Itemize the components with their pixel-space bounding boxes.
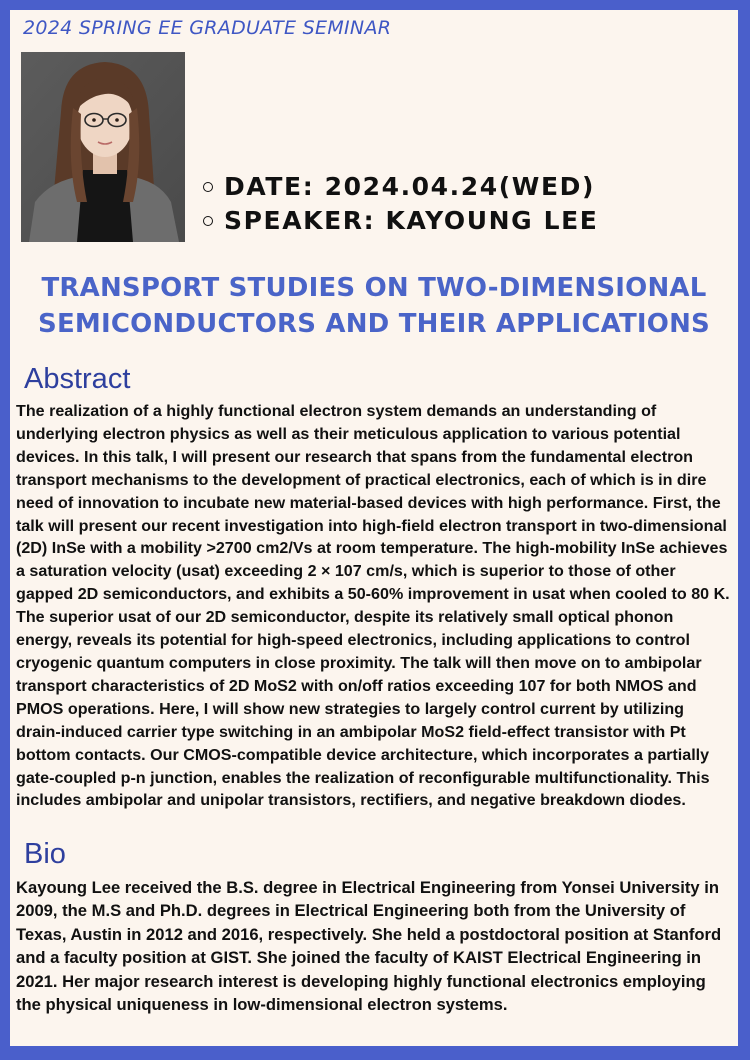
speaker-item <box>202 204 598 238</box>
seminar-poster <box>10 10 738 1046</box>
bio-text: Kayoung Lee received the B.S. degree in Electrical Engineering from Yonsei University in 2009, the M.S and Ph.D. degrees in Electrical Engineering both from the University of Texas, Austin in 2012 and 2016, respectively. She held a postdoctoral position at Stanford and a faculty position at GIST. She joined the faculty of KAIST Electrical Engineering in 2021. Her major research interest is developing highly functional electronics employing the physical uniqueness in low-dimensional electron systems. <box>16 878 722 1015</box>
speaker-text: SPEAKER: KAYOUNG LEE <box>224 206 599 235</box>
circle-bullet-icon <box>203 182 213 192</box>
abstract-heading: Abstract <box>24 363 131 395</box>
seminar-info-list <box>202 170 598 238</box>
bio-heading: Bio <box>24 838 66 870</box>
abstract-text: The realization of a highly functional electron system demands an understanding of underlying electron physics as well as their meticulous application to various potential devices. In this talk, I will present our research that spans from the fundamental electron transport mechanisms to the development of practical electronics, each of which is in dire need of innovation to incubate new material-based devices with high performance. First, the talk will present our recent investigation into high-field electron transport in two-dimensional (2D) InSe with a mobility >2700 cm2/Vs at room temperature. The high-mobility InSe achieves a saturation velocity (usat) exceeding 2 × 107 cm/s, which is superior to those of other gapped 2D semiconductors, and exhibits a 50-60% improvement in usat when cooled to 80 K. The superior usat of our 2D semiconductor, despite its relatively small optical phonon energy, reveals its potential for high-speed electronics, including applications to control cryogenic quantum computers in close proximity. The talk will then move on to ambipolar transport characteristics of 2D MoS2 with on/off ratios exceeding 107 for both NMOS and PMOS operations. Here, I will show new strategies to largely control current by utilizing drain-induced carrier type switching in an ambipolar MoS2 field-effect transistor with Pt bottom contacts. Our CMOS-compatible device architecture, which incorporates a partially gate-coupled p-n junction, enables the realization of reconfigurable multifunctionality. This includes ambipolar and unipolar transistors, rectifiers, and negative breakdown diodes. <box>16 402 730 810</box>
circle-bullet-icon <box>203 216 213 226</box>
talk-title: TRANSPORT STUDIES ON TWO-DIMENSIONAL SEMICONDUCTORS AND THEIR APPLICATIONS <box>38 273 710 339</box>
date-text: DATE: 2024.04.24(WED) <box>224 172 596 201</box>
date-item <box>202 170 598 204</box>
speaker-photo <box>21 52 185 242</box>
poster-header: 2024 SPRING EE GRADUATE SEMINAR <box>23 17 392 39</box>
